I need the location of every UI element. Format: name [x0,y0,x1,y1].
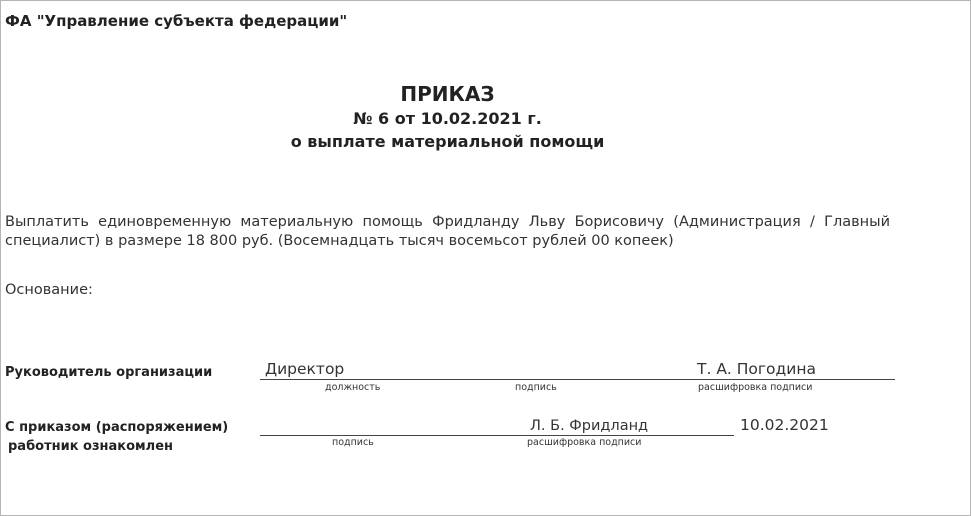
caption-name: расшифровка подписи [698,382,813,393]
document-title: ПРИКАЗ [400,82,495,106]
ack-label-line1: С приказом (распоряжением) [5,420,229,435]
caption-position: должность [325,382,381,393]
caption-signature: подпись [515,382,557,393]
order-body-text: Выплатить единовременную материальную помощь Фридланду Льву Борисовичу (Администрация / Главный специалист) в размере 18 800 руб. (Восемнадцать тысяч восемьсот рублей 00 копеек) [5,214,890,249]
order-subject: о выплате материальной помощи [290,132,605,151]
ack-label-line2: работник ознакомлен [8,439,174,454]
ack-signature-line [260,435,734,436]
organization-name: ФА "Управление субъекта федерации" [5,12,348,30]
ack-date-value: 10.02.2021 [740,416,829,434]
head-name-value: Т. А. Погодина [697,360,816,378]
employee-name-value: Л. Б. Фридланд [530,418,649,434]
head-signature-label: Руководитель организации [5,365,213,380]
order-number-date: № 6 от 10.02.2021 г. [353,109,542,128]
ack-caption-signature: подпись [332,437,374,448]
head-position-value: Директор [265,360,345,378]
head-signature-line [260,379,895,380]
basis-label: Основание: [5,282,93,298]
ack-caption-name: расшифровка подписи [527,437,642,448]
